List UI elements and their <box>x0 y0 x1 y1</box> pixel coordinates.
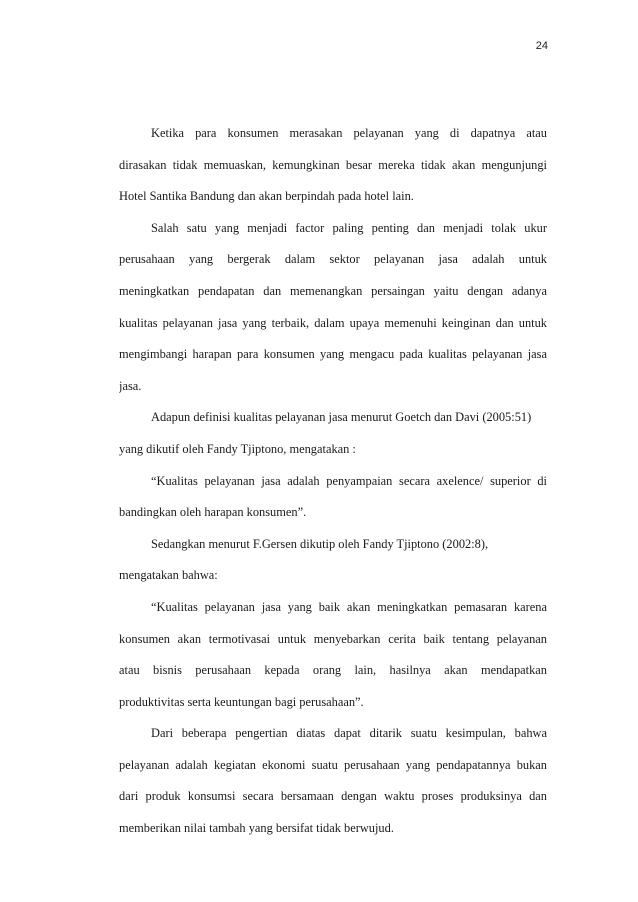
paragraph-line: dari produk konsumsi secara bersamaan dengan waktu proses produksinya dan <box>119 789 547 804</box>
paragraph-line: Ketika para konsumen merasakan pelayanan yang di dapatnya atau <box>151 126 547 140</box>
paragraph-3 <box>119 402 547 465</box>
document-body <box>119 118 547 845</box>
paragraph-line: produktivitas serta keuntungan bagi perusahaan”. <box>119 694 364 709</box>
paragraph-line: bandingkan oleh harapan konsumen”. <box>119 505 307 520</box>
paragraph-line: mengatakan bahwa: <box>119 568 218 583</box>
paragraph-line: Sedangkan menurut F.Gersen dikutip oleh Fandy Tjiptono (2002:8), <box>151 536 489 551</box>
paragraph-line: meningkatkan pendapatan dan memenangkan persaingan yaitu dengan adanya <box>119 283 547 298</box>
paragraph-1 <box>119 118 547 213</box>
paragraph-line: Adapun definisi kualitas pelayanan jasa menurut Goetch dan Davi (2005:51) <box>151 410 532 425</box>
paragraph-line: Salah satu yang menjadi factor paling penting dan menjadi tolak ukur <box>151 220 547 235</box>
paragraph-line: Hotel Santika Bandung dan akan berpindah pada hotel lain. <box>119 189 414 204</box>
paragraph-line: “Kualitas pelayanan jasa yang baik akan meningkatkan pemasaran karena <box>151 599 547 614</box>
paragraph-line: “Kualitas pelayanan jasa adalah penyampaian secara axelence/ superior di <box>151 473 547 488</box>
paragraph-line: mengimbangi harapan para konsumen yang mengacu pada kualitas pelayanan jasa <box>119 347 547 362</box>
paragraph-7 <box>119 718 547 844</box>
page-number: 24 <box>535 40 548 52</box>
paragraph-line: kualitas pelayanan jasa yang terbaik, dalam upaya memenuhi keinginan dan untuk <box>119 315 547 330</box>
paragraph-line: konsumen akan termotivasai untuk menyebarkan cerita baik tentang pelayanan <box>119 631 547 646</box>
paragraph-line: dirasakan tidak memuaskan, kemungkinan besar mereka tidak akan mengunjungi <box>119 157 547 172</box>
paragraph-5 <box>119 529 547 592</box>
quote-1 <box>119 466 547 529</box>
quote-2 <box>119 592 547 718</box>
paragraph-line: pelayanan adalah kegiatan ekonomi suatu perusahaan yang pendapatannya bukan <box>119 757 547 772</box>
paragraph-line: perusahaan yang bergerak dalam sektor pelayanan jasa adalah untuk <box>119 252 547 267</box>
paragraph-line: memberikan nilai tambah yang bersifat tidak berwujud. <box>119 821 394 836</box>
paragraph-line: Dari beberapa pengertian diatas dapat ditarik suatu kesimpulan, bahwa <box>151 726 547 741</box>
paragraph-line: jasa. <box>119 378 142 393</box>
paragraph-2 <box>119 213 547 403</box>
paragraph-line: yang dikutif oleh Fandy Tjiptono, mengatakan : <box>119 441 356 456</box>
paragraph-line: atau bisnis perusahaan kepada orang lain, hasilnya akan mendapatkan <box>119 663 547 678</box>
